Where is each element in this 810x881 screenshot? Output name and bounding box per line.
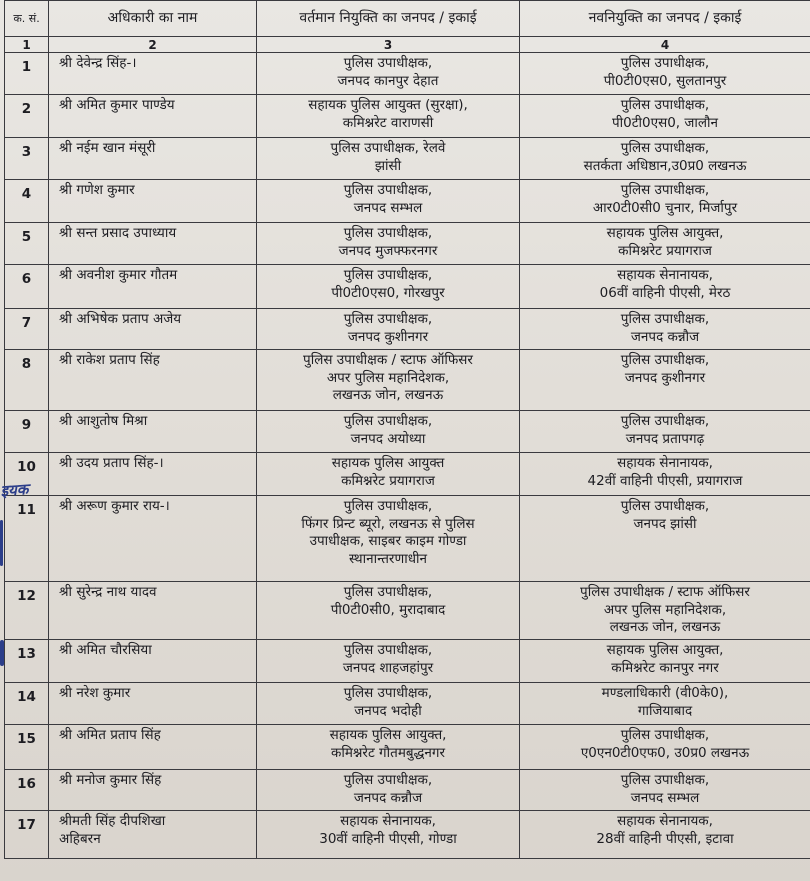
current-posting-line: सहायक पुलिस आयुक्त (सुरक्षा), (308, 97, 468, 113)
current-posting-line: झांसी (374, 157, 402, 174)
current-posting-line: कमिश्नरेट वाराणसी (342, 114, 434, 131)
officer-name-line: श्री नरेश कुमार (59, 685, 131, 701)
current-posting (257, 350, 520, 411)
header-sn: क. सं. (5, 1, 49, 37)
current-posting-line: पुलिस उपाधीक्षक / स्टाफ ऑफिसर (303, 352, 473, 368)
new-posting-line: पी0टी0एस0, सुलतानपुर (603, 72, 727, 89)
current-posting (257, 770, 520, 811)
new-posting (520, 640, 810, 683)
current-posting (257, 53, 520, 95)
column-number: 1 (5, 37, 49, 53)
current-posting-line: जनपद सम्भल (353, 199, 423, 216)
officer-name-line: श्री उदय प्रताप सिंह-। (59, 455, 164, 471)
header-officer-name: अधिकारी का नाम (49, 1, 257, 37)
current-posting-line: 30वीं वाहिनी पीएसी, गोण्डा (319, 830, 457, 847)
new-posting-line: पुलिस उपाधीक्षक / स्टाफ ऑफिसर (580, 584, 750, 600)
officer-name (49, 496, 257, 582)
current-posting-line: पी0टी0एस0, गोरखपुर (331, 284, 445, 301)
serial-number: 13 (5, 640, 49, 683)
table-row (5, 453, 810, 496)
pen-mark (0, 520, 3, 566)
table-row (5, 53, 810, 95)
new-posting-line: सहायक सेनानायक, (617, 267, 713, 283)
officer-name (49, 453, 257, 496)
officer-name-line: श्री सन्त प्रसाद उपाध्याय (59, 225, 177, 241)
new-posting-line: 06वीं वाहिनी पीएसी, मेरठ (599, 284, 731, 301)
officer-name (49, 95, 257, 138)
table-row (5, 265, 810, 309)
current-posting-line: पुलिस उपाधीक्षक, (343, 642, 433, 658)
officer-name (49, 640, 257, 683)
new-posting-line: गाजियाबाद (637, 702, 693, 719)
current-posting-line: पुलिस उपाधीक्षक, (343, 498, 433, 514)
officer-name (49, 350, 257, 411)
officer-name (49, 582, 257, 640)
new-posting (520, 811, 810, 859)
table-row (5, 309, 810, 350)
new-posting (520, 582, 810, 640)
current-posting-line: जनपद मुजफ्फरनगर (338, 242, 438, 259)
serial-number: 6 (5, 265, 49, 309)
new-posting (520, 770, 810, 811)
officer-name-line: अहिबरन (59, 830, 101, 847)
table-row (5, 95, 810, 138)
table-row (5, 223, 810, 265)
current-posting-line: जनपद कन्नौज (353, 789, 423, 806)
current-posting-line: जनपद भदोही (354, 702, 422, 719)
new-posting-line: अपर पुलिस महानिदेशक, (603, 601, 727, 618)
table-row (5, 582, 810, 640)
new-posting-line: जनपद कन्नौज (630, 328, 700, 345)
transfer-table (4, 0, 810, 859)
officer-name-line: श्री मनोज कुमार सिंह (59, 772, 162, 788)
new-posting-line: जनपद झांसी (633, 515, 697, 532)
header-row (5, 1, 810, 37)
officer-name (49, 411, 257, 453)
header-new-posting: नवनियुक्ति का जनपद / इकाई (520, 1, 810, 37)
current-posting (257, 411, 520, 453)
officer-name-line: श्रीमती सिंह दीपशिखा (59, 813, 166, 829)
current-posting (257, 453, 520, 496)
new-posting (520, 53, 810, 95)
current-posting-line: कमिश्नरेट गौतमबुद्धनगर (330, 744, 446, 761)
current-posting-line: जनपद अयोध्या (350, 430, 426, 447)
new-posting-line: पुलिस उपाधीक्षक, (620, 97, 710, 113)
column-number: 4 (520, 37, 810, 53)
current-posting-line: पुलिस उपाधीक्षक, (343, 311, 433, 327)
officer-name-line: श्री राकेश प्रताप सिंह (59, 352, 160, 368)
new-posting-line: 42वीं वाहिनी पीएसी, प्रयागराज (587, 472, 743, 489)
officer-name (49, 53, 257, 95)
officer-name-line: श्री आशुतोष मिश्रा (59, 413, 148, 429)
officer-name (49, 811, 257, 859)
current-posting (257, 95, 520, 138)
new-posting (520, 95, 810, 138)
pen-mark (0, 640, 4, 666)
current-posting-line: लखनऊ जोन, लखनऊ (332, 387, 444, 403)
serial-number: 1 (5, 53, 49, 95)
new-posting-line: पुलिस उपाधीक्षक, (620, 55, 710, 71)
new-posting (520, 411, 810, 453)
serial-number: 4 (5, 180, 49, 223)
officer-name (49, 770, 257, 811)
officer-name (49, 309, 257, 350)
new-posting-line: लखनऊ जोन, लखनऊ (609, 619, 721, 635)
officer-name-line: श्री गणेश कुमार (59, 182, 135, 198)
current-posting (257, 265, 520, 309)
current-posting-line: सहायक सेनानायक, (340, 813, 436, 829)
current-posting-line: जनपद शाहजहांपुर (342, 659, 434, 676)
handwritten-margin-note: इयक (0, 480, 29, 500)
current-posting (257, 582, 520, 640)
new-posting-line: मण्डलाधिकारी (वी0के0), (601, 685, 729, 701)
current-posting-line: पुलिस उपाधीक्षक, (343, 225, 433, 241)
officer-name-line: श्री सुरेन्द्र नाथ यादव (59, 584, 157, 600)
current-posting-line: कमिश्नरेट प्रयागराज (341, 472, 435, 489)
new-posting (520, 683, 810, 725)
current-posting (257, 223, 520, 265)
serial-number: 15 (5, 725, 49, 770)
serial-number: 9 (5, 411, 49, 453)
officer-name-line: श्री अमित चौरसिया (59, 642, 152, 658)
officer-name (49, 138, 257, 180)
officer-name (49, 223, 257, 265)
table-row (5, 683, 810, 725)
new-posting-line: पुलिस उपाधीक्षक, (620, 413, 710, 429)
current-posting-line: पुलिस उपाधीक्षक, (343, 267, 433, 283)
current-posting-line: अपर पुलिस महानिदेशक, (326, 369, 450, 386)
current-posting (257, 496, 520, 582)
new-posting-line: सतर्कता अधिष्ठान,उ0प्र0 लखनऊ (583, 157, 747, 174)
current-posting-line: पुलिस उपाधीक्षक, (343, 55, 433, 71)
new-posting-line: पुलिस उपाधीक्षक, (620, 140, 710, 156)
officer-name-line: श्री अमित प्रताप सिंह (59, 727, 161, 743)
serial-number: 14 (5, 683, 49, 725)
current-posting-line: सहायक पुलिस आयुक्त (331, 455, 445, 471)
new-posting-line: सहायक सेनानायक, (617, 455, 713, 471)
new-posting-line: 28वीं वाहिनी पीएसी, इटावा (596, 830, 734, 847)
new-posting (520, 496, 810, 582)
officer-name-line: श्री देवेन्द्र सिंह-। (59, 55, 137, 71)
current-posting-line: पी0टी0सी0, मुरादाबाद (330, 601, 446, 618)
current-posting-line: फिंगर प्रिन्ट ब्यूरो, लखनऊ से पुलिस (301, 515, 475, 532)
new-posting-line: आर0टी0सी0 चुनार, मिर्जापुर (592, 199, 738, 216)
serial-number: 16 (5, 770, 49, 811)
officer-name-line: श्री अरूण कुमार राय-। (59, 498, 170, 514)
current-posting-line: जनपद कानपुर देहात (337, 72, 439, 89)
serial-number: 8 (5, 350, 49, 411)
officer-name (49, 683, 257, 725)
new-posting-line: पुलिस उपाधीक्षक, (620, 727, 710, 743)
current-posting (257, 683, 520, 725)
new-posting-line: पुलिस उपाधीक्षक, (620, 182, 710, 198)
serial-number: 7 (5, 309, 49, 350)
officer-name (49, 725, 257, 770)
current-posting (257, 640, 520, 683)
current-posting-line: पुलिस उपाधीक्षक, (343, 685, 433, 701)
current-posting (257, 309, 520, 350)
new-posting-line: पुलिस उपाधीक्षक, (620, 498, 710, 514)
current-posting-line: स्थानान्तरणाधीन (348, 550, 428, 567)
new-posting (520, 138, 810, 180)
new-posting-line: सहायक पुलिस आयुक्त, (606, 642, 724, 658)
current-posting-line: जनपद कुशीनगर (347, 328, 429, 345)
current-posting-line: उपाधीक्षक, साइबर काइम गोण्डा (309, 533, 467, 549)
current-posting-line: पुलिस उपाधीक्षक, (343, 772, 433, 788)
table-row (5, 350, 810, 411)
current-posting-line: पुलिस उपाधीक्षक, (343, 413, 433, 429)
officer-name-line: श्री अभिषेक प्रताप अजेय (59, 311, 182, 327)
new-posting (520, 223, 810, 265)
current-posting (257, 811, 520, 859)
table-row (5, 811, 810, 859)
officer-name-line: श्री नईम खान मंसूरी (59, 140, 156, 156)
current-posting (257, 180, 520, 223)
current-posting (257, 138, 520, 180)
new-posting (520, 309, 810, 350)
new-posting-line: जनपद कुशीनगर (624, 369, 706, 386)
column-number-row (5, 37, 810, 53)
officer-name-line: श्री अमित कुमार पाण्डेय (59, 97, 175, 113)
serial-number: 2 (5, 95, 49, 138)
current-posting-line: सहायक पुलिस आयुक्त, (329, 727, 447, 743)
new-posting-line: पुलिस उपाधीक्षक, (620, 311, 710, 327)
table-row (5, 725, 810, 770)
new-posting-line: पुलिस उपाधीक्षक, (620, 352, 710, 368)
new-posting-line: कमिश्नरेट कानपुर नगर (611, 659, 719, 676)
table-row (5, 640, 810, 683)
header-current-posting: वर्तमान नियुक्ति का जनपद / इकाई (257, 1, 520, 37)
new-posting-line: ए0एन0टी0एफ0, उ0प्र0 लखनऊ (580, 744, 750, 761)
column-number: 3 (257, 37, 520, 53)
new-posting (520, 725, 810, 770)
officer-name (49, 180, 257, 223)
column-number: 2 (49, 37, 257, 53)
serial-number: 10 (5, 453, 49, 496)
new-posting-line: सहायक सेनानायक, (617, 813, 713, 829)
table-row (5, 180, 810, 223)
current-posting (257, 725, 520, 770)
new-posting-line: पुलिस उपाधीक्षक, (620, 772, 710, 788)
new-posting-line: कमिश्नरेट प्रयागराज (618, 242, 712, 259)
new-posting-line: सहायक पुलिस आयुक्त, (606, 225, 724, 241)
new-posting-line: जनपद प्रतापगढ़ (625, 430, 705, 447)
current-posting-line: पुलिस उपाधीक्षक, रेलवे (330, 140, 446, 156)
new-posting-line: जनपद सम्भल (630, 789, 700, 806)
officer-name-line: श्री अवनीश कुमार गौतम (59, 267, 178, 283)
current-posting-line: पुलिस उपाधीक्षक, (343, 182, 433, 198)
table-row (5, 411, 810, 453)
serial-number: 5 (5, 223, 49, 265)
table-row (5, 138, 810, 180)
new-posting (520, 350, 810, 411)
serial-number: 11 (5, 496, 49, 582)
new-posting-line: पी0टी0एस0, जालौन (611, 114, 719, 131)
current-posting-line: पुलिस उपाधीक्षक, (343, 584, 433, 600)
table-row (5, 496, 810, 582)
table-row (5, 770, 810, 811)
officer-name (49, 265, 257, 309)
serial-number: 12 (5, 582, 49, 640)
serial-number: 3 (5, 138, 49, 180)
new-posting (520, 265, 810, 309)
serial-number: 17 (5, 811, 49, 859)
new-posting (520, 453, 810, 496)
new-posting (520, 180, 810, 223)
